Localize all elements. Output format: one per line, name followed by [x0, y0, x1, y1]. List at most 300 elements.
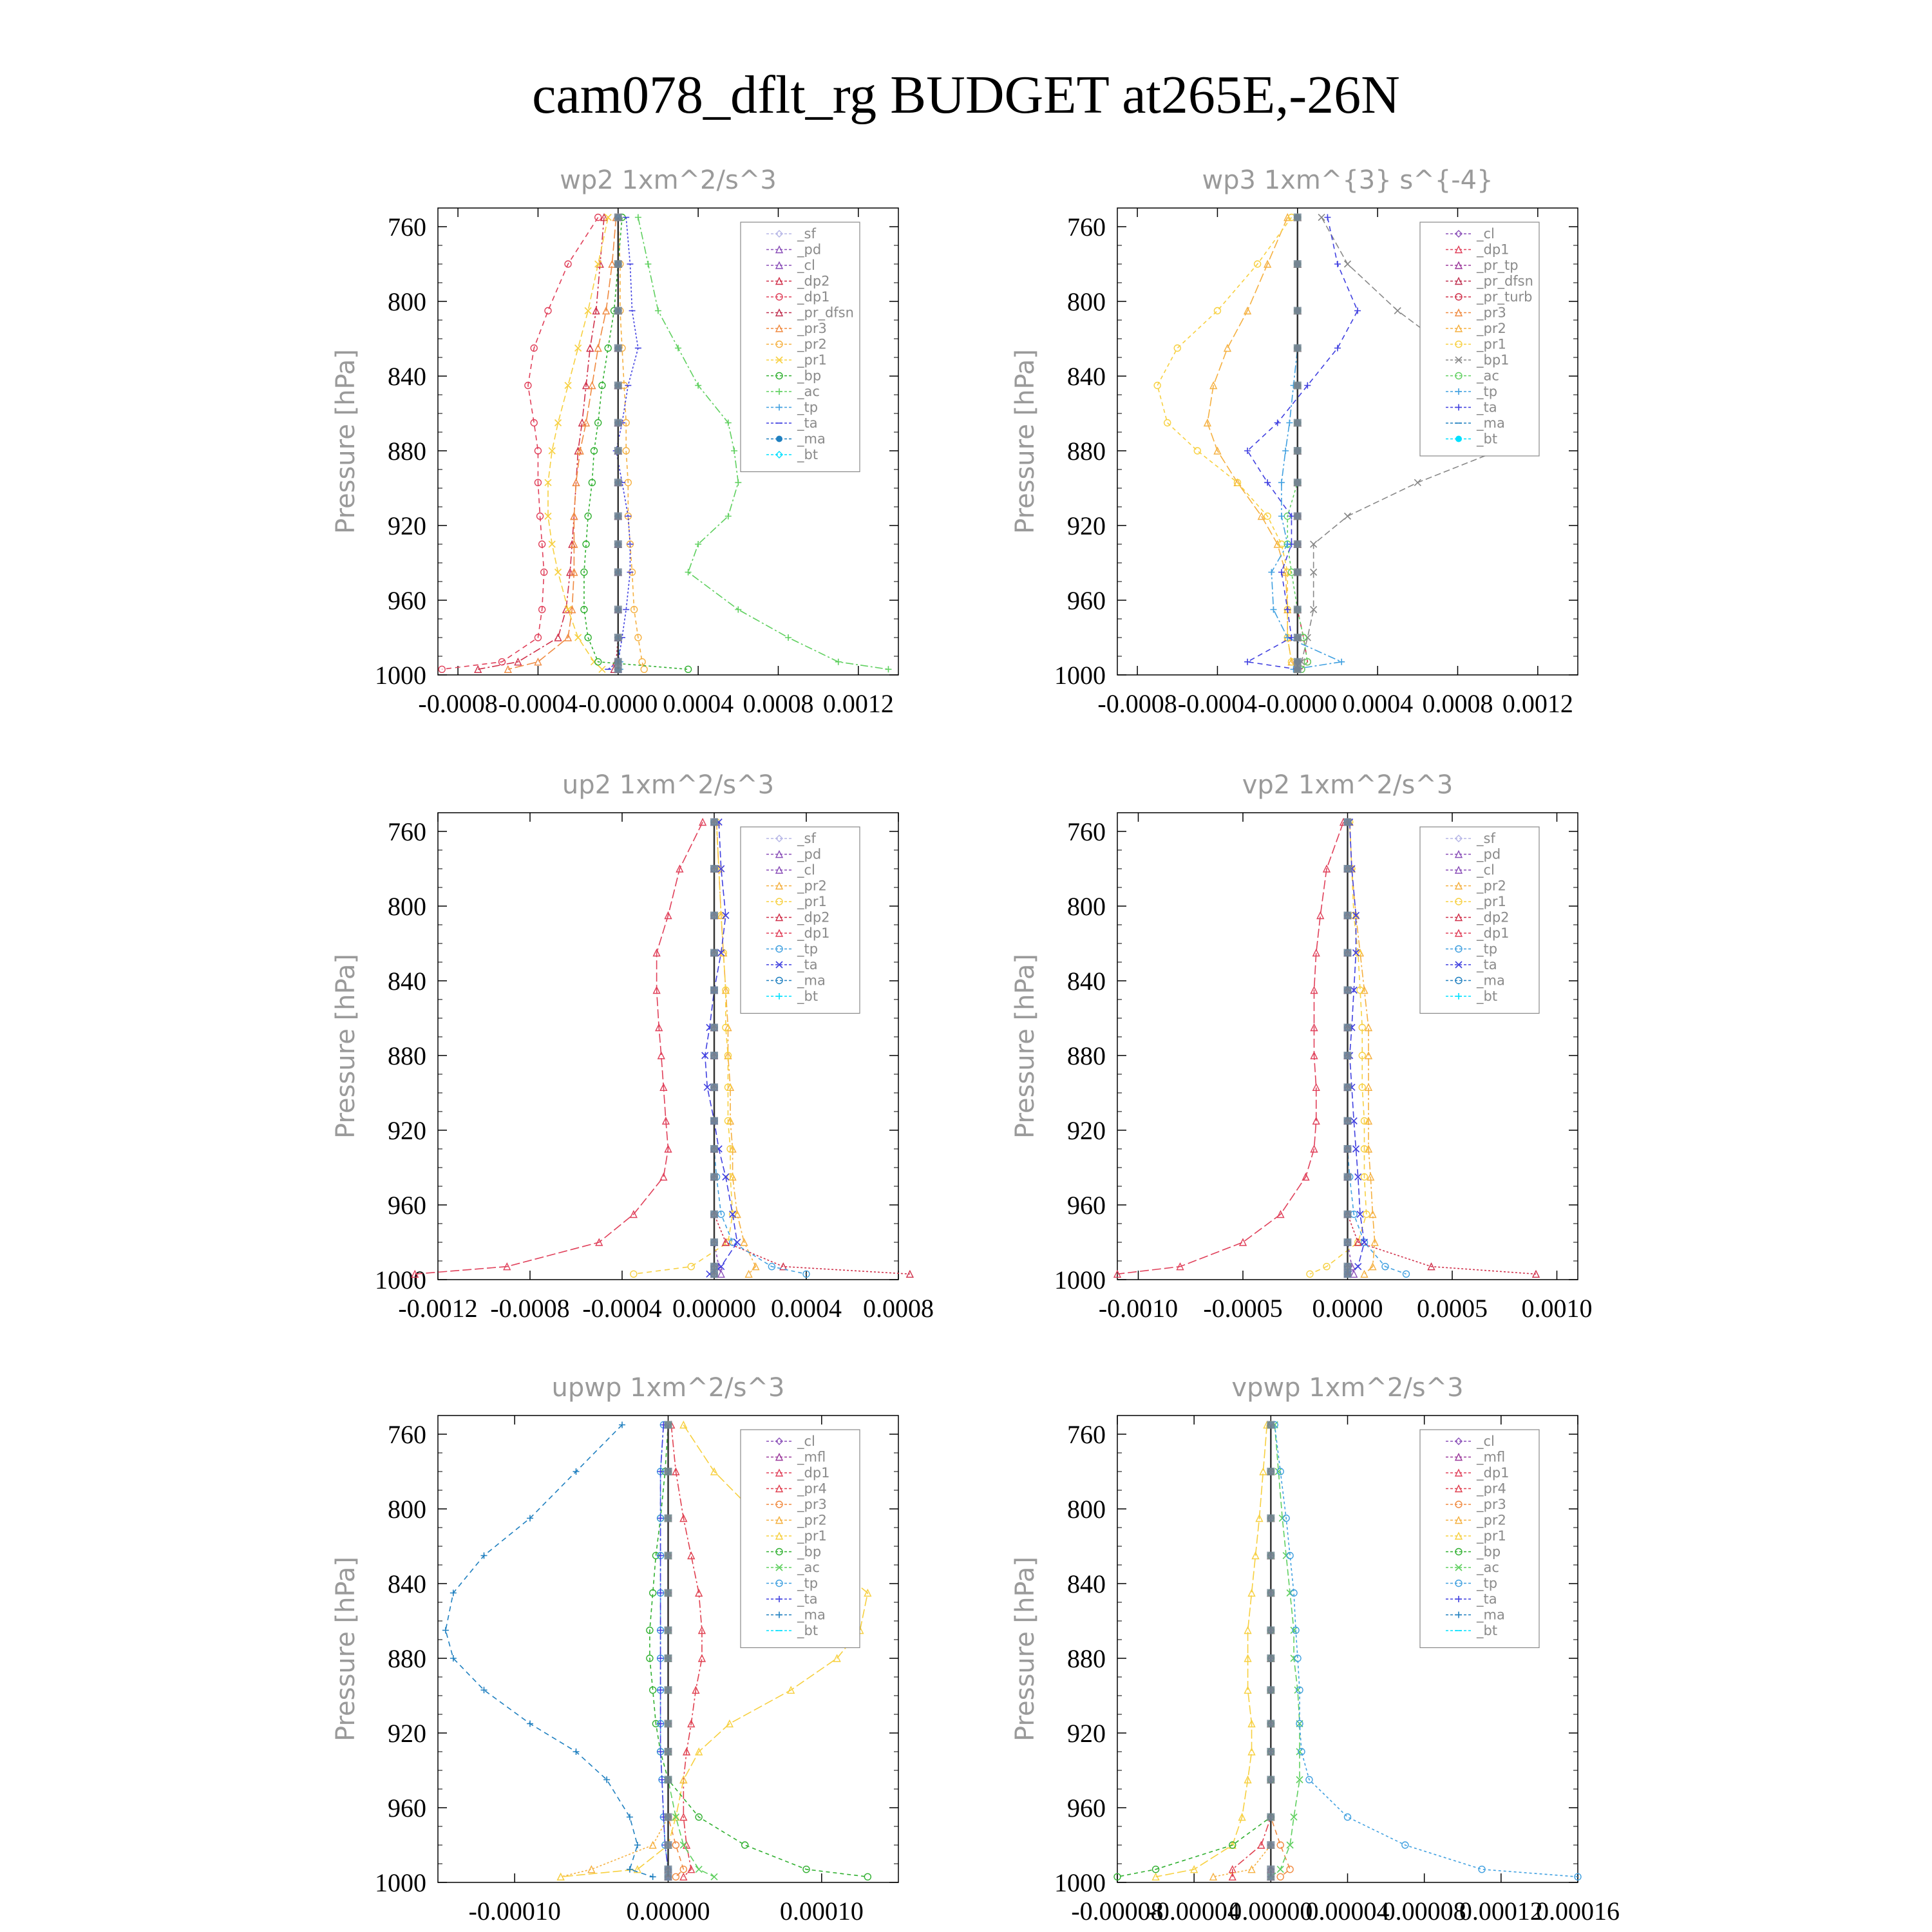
series-bt	[711, 819, 717, 1278]
bt-square-marker	[614, 665, 622, 673]
legend-entry: _pd	[797, 242, 822, 258]
y-tick-label: 760	[388, 1420, 426, 1449]
bt-square-marker	[1294, 478, 1302, 486]
y-tick-label: 800	[1067, 892, 1106, 921]
bt-square-marker	[1267, 1841, 1274, 1849]
y-tick-label: 880	[388, 1041, 426, 1070]
bt-square-marker	[614, 447, 622, 455]
bt-square-marker	[1294, 345, 1302, 352]
point-marker	[1174, 345, 1180, 352]
x-tick-label: 0.00000	[1229, 1897, 1313, 1926]
bt-square-marker	[1344, 1211, 1352, 1218]
bt-square-marker	[1294, 634, 1302, 641]
point-marker	[1224, 345, 1231, 352]
legend-entry: _bt	[797, 447, 819, 462]
legend-entry: _ta	[797, 1591, 818, 1607]
legend-entry: _dp1	[797, 1465, 830, 1481]
legend-entry: _dp1	[1477, 1465, 1510, 1481]
legend	[741, 827, 860, 1014]
series-pr4	[1229, 1422, 1274, 1880]
point-marker	[735, 607, 741, 613]
bt-square-marker	[665, 1720, 672, 1728]
legend-entry: _cl	[797, 1434, 815, 1449]
bt-square-marker	[1294, 540, 1302, 548]
point-marker	[1229, 1873, 1236, 1880]
series-line	[442, 218, 598, 670]
bt-square-marker	[614, 260, 622, 268]
bt-square-marker	[1267, 1720, 1274, 1728]
series-line	[584, 218, 688, 670]
legend-entry: _ac	[1477, 368, 1499, 384]
series-line	[634, 822, 733, 1274]
legend-entry: _bt	[797, 1623, 819, 1638]
y-tick-label: 840	[1067, 362, 1106, 391]
bt-square-marker	[614, 345, 622, 352]
legend-entry: _tp	[1477, 941, 1498, 957]
bt-square-marker	[665, 1552, 672, 1560]
bt-square-marker	[1344, 1024, 1352, 1032]
series-dp1	[1114, 819, 1347, 1278]
x-tick-label: -0.00010	[468, 1897, 561, 1926]
series-line	[661, 1425, 668, 1877]
point-marker	[685, 569, 692, 576]
bt-square-marker	[710, 912, 718, 920]
series-line	[1157, 218, 1298, 670]
point-marker	[588, 1866, 594, 1873]
x-tick-label: -0.0010	[1098, 1294, 1179, 1323]
bt-square-marker	[1344, 949, 1352, 957]
series-line	[508, 218, 616, 670]
y-tick-label: 760	[1067, 1420, 1106, 1449]
bt-square-marker	[1267, 1686, 1274, 1694]
bt-square-marker	[665, 1654, 672, 1662]
bt-square-marker	[1344, 1238, 1352, 1246]
y-tick-label: 880	[388, 1644, 426, 1673]
x-tick-label: -0.0008	[490, 1294, 570, 1323]
point-marker	[1278, 513, 1285, 520]
bt-square-marker	[665, 1515, 672, 1522]
point-marker	[1274, 420, 1281, 426]
x-tick-label: -0.0000	[1258, 689, 1338, 718]
x-tick-label: 0.0012	[822, 689, 894, 718]
y-tick-label: 1000	[1054, 1868, 1106, 1897]
point-marker	[1270, 607, 1276, 613]
y-tick-label: 920	[388, 511, 426, 540]
y-tick-label: 840	[388, 967, 426, 996]
series-tp	[1268, 214, 1345, 673]
legend	[1420, 827, 1539, 1014]
point-marker	[1324, 214, 1331, 221]
legend-entry: _bt	[1477, 989, 1498, 1004]
legend-entry: _pr3	[797, 321, 827, 336]
point-marker	[731, 448, 737, 454]
point-marker	[1244, 659, 1251, 665]
bt-square-marker	[614, 382, 622, 390]
bt-square-marker	[1344, 1117, 1352, 1125]
legend-marker	[1455, 436, 1462, 442]
legend-entry: _bp	[797, 368, 822, 384]
legend-entry: _tp	[797, 941, 819, 957]
bt-square-marker	[1267, 1589, 1274, 1597]
y-tick-label: 840	[388, 362, 426, 391]
point-marker	[1287, 1866, 1293, 1873]
x-tick-label: 0.00004	[1305, 1897, 1390, 1926]
bt-square-marker	[710, 1263, 718, 1271]
series-line	[1156, 1425, 1267, 1877]
legend-entry: _pr2	[1477, 1512, 1506, 1528]
bt-square-marker	[1344, 1052, 1352, 1059]
x-tick-label: 0.00008	[1382, 1897, 1466, 1926]
bt-square-marker	[1267, 1776, 1274, 1784]
legend-entry: _cl	[797, 862, 815, 878]
x-tick-label: 0.0004	[663, 689, 734, 718]
bt-square-marker	[1344, 1270, 1352, 1278]
bt-square-marker	[665, 1814, 672, 1821]
series-bt	[1294, 214, 1301, 673]
point-marker	[688, 1264, 694, 1270]
series-bt	[665, 1425, 672, 1877]
series-line	[668, 1425, 715, 1877]
series-ta	[702, 819, 741, 1278]
y-tick-label: 800	[1067, 1495, 1106, 1524]
point-marker	[545, 308, 551, 314]
series-line	[415, 822, 703, 1274]
x-tick-label: 0.00016	[1536, 1897, 1620, 1926]
bt-square-marker	[614, 307, 622, 315]
series-line	[548, 218, 608, 670]
bt-square-marker	[614, 513, 622, 520]
y-tick-label: 960	[388, 1794, 426, 1823]
legend-entry: _pr2	[797, 1512, 827, 1528]
legend-entry: _pr4	[1477, 1481, 1506, 1497]
point-marker	[573, 1468, 580, 1475]
legend-entry: _pr3	[1477, 1497, 1506, 1512]
bt-square-marker	[665, 1627, 672, 1634]
bt-square-marker	[710, 1052, 718, 1059]
legend-entry: _pr_dfsn	[1477, 273, 1533, 289]
legend-entry: _pr1	[1477, 336, 1506, 352]
legend-entry: _ta	[797, 415, 818, 431]
y-tick-label: 960	[388, 586, 426, 615]
point-marker	[1334, 261, 1341, 267]
series-pr1	[1154, 214, 1301, 673]
y-tick-label: 1000	[375, 1868, 426, 1897]
bt-square-marker	[1267, 1654, 1274, 1662]
point-marker	[1414, 479, 1421, 486]
point-marker	[785, 634, 791, 641]
y-tick-label: 880	[1067, 1041, 1106, 1070]
legend-entry: _bt	[797, 989, 819, 1004]
bt-square-marker	[1344, 819, 1352, 826]
legend-entry: _pd	[1477, 846, 1501, 862]
point-marker	[672, 1873, 679, 1880]
bt-square-marker	[1344, 1083, 1352, 1091]
legend-entry: _pr1	[797, 352, 827, 368]
series-line	[1233, 1425, 1271, 1877]
y-tick-label: 920	[388, 1116, 426, 1145]
legend-entry: _sf	[797, 226, 816, 242]
bt-square-marker	[710, 949, 718, 957]
legend-entry: _ac	[797, 384, 820, 399]
y-axis-label: Pressure [hPa]	[1010, 954, 1040, 1139]
series-dp1	[439, 214, 601, 673]
y-tick-label: 800	[1067, 287, 1106, 316]
legend-entry: _bt	[1477, 1623, 1498, 1638]
point-marker	[1345, 513, 1351, 520]
legend-entry: _ma	[797, 972, 826, 989]
bt-square-marker	[1267, 1627, 1274, 1634]
series-pr1	[1153, 1422, 1271, 1880]
point-marker	[1268, 569, 1274, 576]
y-axis-label: Pressure [hPa]	[331, 349, 361, 534]
panels-group	[331, 166, 1620, 1926]
x-tick-label: 0.0004	[1342, 689, 1414, 718]
series-pr2	[558, 1422, 672, 1880]
legend-entry: _dp1	[1477, 242, 1510, 258]
point-marker	[527, 1721, 533, 1727]
y-tick-label: 920	[1067, 1719, 1106, 1748]
point-marker	[1214, 308, 1220, 314]
bt-square-marker	[1267, 1515, 1274, 1522]
point-marker	[1277, 1866, 1283, 1873]
point-marker	[1318, 214, 1325, 221]
series-line	[1213, 1425, 1271, 1877]
legend	[1420, 222, 1539, 456]
figure-title: cam078_dflt_rg BUDGET at265E,-26N	[532, 65, 1400, 125]
y-tick-label: 1000	[1054, 1265, 1106, 1294]
bt-square-marker	[1344, 987, 1352, 994]
legend-entry: _pr2	[1477, 321, 1506, 336]
point-marker	[1282, 448, 1289, 454]
point-marker	[1334, 345, 1341, 352]
bt-square-marker	[1267, 1873, 1274, 1880]
point-marker	[595, 345, 601, 352]
legend-entry: _pr4	[797, 1481, 827, 1497]
series-line	[1348, 822, 1406, 1274]
legend-entry: _cl	[1477, 1434, 1495, 1449]
point-marker	[641, 666, 647, 672]
point-marker	[718, 1271, 724, 1277]
x-tick-label: -0.0004	[582, 1294, 662, 1323]
point-marker	[1154, 383, 1160, 389]
bt-square-marker	[710, 1270, 718, 1278]
legend-entry: _mfl	[797, 1449, 826, 1465]
bt-square-marker	[614, 606, 622, 614]
bt-square-marker	[710, 1145, 718, 1153]
bt-square-marker	[1344, 912, 1352, 920]
bt-square-marker	[1294, 382, 1302, 390]
y-axis-label: Pressure [hPa]	[331, 1557, 361, 1741]
y-tick-label: 920	[388, 1719, 426, 1748]
bt-square-marker	[665, 1873, 672, 1880]
bt-square-marker	[1344, 1173, 1352, 1181]
series-bp	[581, 214, 692, 673]
bt-square-marker	[1294, 447, 1302, 455]
bt-square-marker	[1267, 1552, 1274, 1560]
point-marker	[650, 1842, 656, 1848]
bt-square-marker	[1294, 260, 1302, 268]
legend-entry: _ta	[1477, 399, 1497, 415]
series-dp2	[475, 214, 607, 673]
legend-entry: _pr1	[1477, 1528, 1506, 1544]
bt-square-marker	[1294, 569, 1302, 576]
legend-entry: _cl	[797, 258, 815, 273]
point-marker	[627, 1866, 633, 1873]
bt-square-marker	[1294, 665, 1302, 673]
legend-entry: _bp1	[1477, 352, 1510, 368]
bt-square-marker	[1294, 606, 1302, 614]
y-tick-label: 960	[1067, 1794, 1106, 1823]
panel-title: upwp 1xm^2/s^3	[551, 1373, 785, 1403]
bt-square-marker	[614, 419, 622, 427]
bt-square-marker	[1294, 419, 1302, 427]
point-marker	[635, 214, 641, 221]
point-marker	[696, 1866, 702, 1873]
bt-square-marker	[710, 819, 718, 826]
x-tick-label: 0.00000	[626, 1897, 710, 1926]
y-tick-label: 960	[1067, 586, 1106, 615]
point-marker	[1278, 569, 1285, 576]
x-tick-label: -0.0008	[418, 689, 498, 718]
y-tick-label: 840	[1067, 967, 1106, 996]
panel-3	[331, 770, 934, 1323]
panel-1	[331, 166, 898, 718]
legend-entry: _ac	[1477, 1560, 1499, 1575]
panel-2	[1010, 166, 1578, 718]
series-bp	[1114, 1422, 1274, 1880]
x-tick-label: 0.0008	[743, 689, 814, 718]
point-marker	[711, 1873, 717, 1880]
x-tick-label: 0.00010	[779, 1897, 864, 1926]
x-tick-label: -0.00008	[1071, 1897, 1164, 1926]
point-marker	[1361, 1271, 1368, 1277]
bt-square-marker	[665, 1589, 672, 1597]
bt-square-marker	[665, 1686, 672, 1694]
x-tick-label: 0.0005	[1417, 1294, 1488, 1323]
bt-square-marker	[1294, 214, 1302, 222]
series-line	[668, 1425, 684, 1877]
panel-title: vp2 1xm^2/s^3	[1242, 770, 1454, 800]
point-marker	[742, 1842, 748, 1848]
bt-square-marker	[665, 1421, 672, 1429]
y-tick-label: 880	[388, 437, 426, 466]
bt-square-marker	[665, 1841, 672, 1849]
legend-entry: _cl	[1477, 862, 1495, 878]
point-marker	[575, 345, 582, 352]
point-marker	[634, 1842, 641, 1848]
y-tick-label: 840	[1067, 1569, 1106, 1598]
point-marker	[650, 1873, 656, 1880]
series-ta	[1244, 214, 1361, 673]
legend-entry: _bt	[1477, 431, 1498, 447]
point-marker	[1249, 1590, 1255, 1596]
legend-entry: _mfl	[1477, 1449, 1506, 1465]
y-axis-label: Pressure [hPa]	[1010, 1557, 1040, 1741]
x-tick-label: -0.0005	[1203, 1294, 1283, 1323]
series-line	[478, 218, 604, 670]
point-marker	[1355, 1264, 1361, 1270]
y-tick-label: 920	[1067, 1116, 1106, 1145]
x-tick-label: 0.0012	[1502, 689, 1573, 718]
legend-entry: _ac	[797, 1560, 820, 1575]
bt-square-marker	[710, 1173, 718, 1181]
point-marker	[735, 479, 741, 486]
point-marker	[1338, 659, 1345, 665]
point-marker	[627, 1814, 633, 1821]
point-marker	[672, 1842, 679, 1848]
point-marker	[658, 1052, 665, 1059]
legend	[741, 222, 860, 472]
y-tick-label: 920	[1067, 511, 1106, 540]
legend-entry: _dp1	[797, 289, 830, 305]
y-tick-label: 760	[388, 817, 426, 846]
y-tick-label: 840	[388, 1569, 426, 1598]
series-ta	[658, 1422, 672, 1880]
series-line	[1298, 218, 1308, 670]
legend-entry: _pr3	[1477, 305, 1506, 321]
legend-entry: _sf	[1477, 831, 1495, 846]
legend-entry: _pr1	[1477, 894, 1506, 909]
panel-title: vpwp 1xm^2/s^3	[1231, 1373, 1464, 1403]
bt-square-marker	[614, 634, 622, 641]
y-tick-label: 760	[1067, 213, 1106, 242]
y-axis-label: Pressure [hPa]	[331, 954, 361, 1139]
panel-6	[1010, 1373, 1620, 1926]
x-tick-label: 0.0008	[863, 1294, 934, 1323]
point-marker	[1278, 479, 1285, 486]
bt-square-marker	[1267, 1468, 1274, 1475]
series-ac	[665, 1422, 718, 1880]
bt-square-marker	[1344, 865, 1352, 873]
bt-square-marker	[614, 658, 622, 666]
legend-entry: _ma	[1477, 1607, 1505, 1623]
bt-square-marker	[1267, 1866, 1274, 1873]
series-tp	[1345, 819, 1410, 1278]
legend-entry: _dp1	[1477, 925, 1510, 941]
point-marker	[1245, 1687, 1251, 1693]
bt-square-marker	[665, 1776, 672, 1784]
bt-square-marker	[710, 865, 718, 873]
panel-title: wp2 1xm^2/s^3	[560, 166, 777, 195]
panel-title: up2 1xm^2/s^3	[562, 770, 775, 800]
bt-square-marker	[1294, 658, 1302, 666]
legend-entry: _pd	[797, 846, 822, 862]
series-cl	[711, 819, 724, 1278]
series-line	[1271, 1425, 1300, 1877]
legend-entry: _sf	[797, 831, 816, 846]
x-tick-label: -0.0004	[1177, 689, 1258, 718]
legend-entry: _ma	[797, 1607, 826, 1623]
series-ma	[442, 1422, 656, 1880]
point-marker	[1286, 420, 1293, 426]
legend-entry: _pr_tp	[1477, 258, 1519, 273]
series-pr1	[545, 214, 611, 673]
bt-square-marker	[710, 1083, 718, 1091]
bt-square-marker	[614, 214, 622, 222]
series-line	[705, 822, 737, 1274]
point-marker	[655, 308, 661, 314]
legend-entry: _dp1	[797, 925, 830, 941]
bt-square-marker	[1294, 513, 1302, 520]
legend-entry: _ma	[1477, 415, 1505, 431]
bt-square-marker	[665, 1748, 672, 1756]
y-tick-label: 960	[388, 1191, 426, 1220]
legend-entry: _pr2	[797, 336, 827, 352]
bt-square-marker	[614, 569, 622, 576]
point-marker	[1354, 308, 1361, 314]
series-bt	[1267, 1425, 1274, 1877]
point-marker	[555, 634, 562, 641]
